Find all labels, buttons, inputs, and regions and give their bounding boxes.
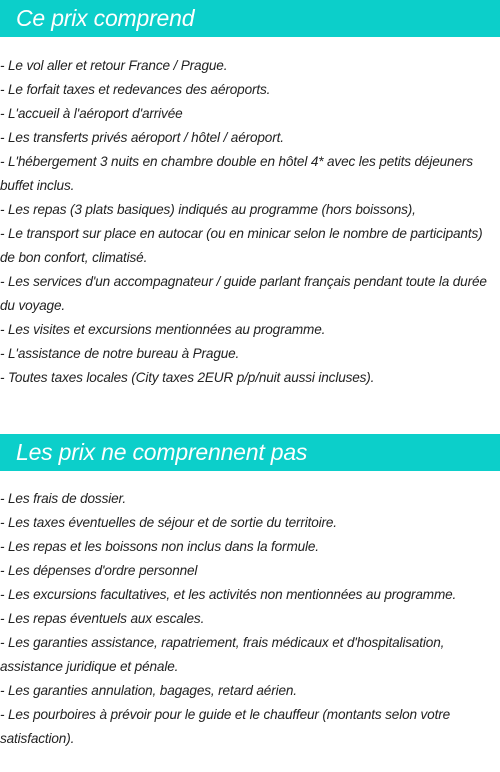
list-item: - L'hébergement 3 nuits en chambre double en hôtel 4* avec les petits déjeuners buffet inclus. — [0, 154, 473, 193]
list-item: - Les visites et excursions mentionnées au programme. — [0, 322, 326, 337]
list-item: - Le transport sur place en autocar (ou en minicar selon le nombre de participants) de bon confort, climatisé. — [0, 226, 483, 265]
list-item: - Le forfait taxes et redevances des aéroports. — [0, 82, 271, 97]
list-item: - Les repas (3 plats basiques) indiqués au programme (hors boissons), — [0, 202, 416, 217]
list-item: - Les services d'un accompagnateur / guide parlant français pendant toute la durée du voyage. — [0, 274, 487, 313]
list-item: - Les repas et les boissons non inclus dans la formule. — [0, 539, 319, 554]
included-list — [0, 54, 500, 390]
list-item: - Les garanties assistance, rapatriement, frais médicaux et d'hospitalisation, assistance juridique et pénale. — [0, 635, 445, 674]
list-item: - Les garanties annulation, bagages, retard aérien. — [0, 683, 297, 698]
not-included-title: Les prix ne comprennent pas — [16, 439, 308, 465]
list-item: - L'assistance de notre bureau à Prague. — [0, 346, 240, 361]
list-item: - Les transferts privés aéroport / hôtel / aéroport. — [0, 130, 284, 145]
list-item: - L'accueil à l'aéroport d'arrivée — [0, 106, 183, 121]
not-included-list — [0, 487, 500, 751]
included-header — [0, 0, 500, 37]
not-included-section — [0, 434, 500, 751]
list-item: - Les pourboires à prévoir pour le guide et le chauffeur (montants selon votre satisfaction). — [0, 707, 450, 746]
list-item: - Les dépenses d'ordre personnel — [0, 563, 198, 578]
list-item: - Le vol aller et retour France / Prague. — [0, 58, 228, 73]
not-included-header — [0, 434, 500, 471]
included-title: Ce prix comprend — [16, 5, 195, 31]
list-item: - Les frais de dossier. — [0, 491, 126, 506]
list-item: - Toutes taxes locales (City taxes 2EUR p/p/nuit aussi incluses). — [0, 370, 375, 385]
list-item: - Les excursions facultatives, et les activités non mentionnées au programme. — [0, 587, 457, 602]
list-item: - Les taxes éventuelles de séjour et de sortie du territoire. — [0, 515, 337, 530]
list-item: - Les repas éventuels aux escales. — [0, 611, 205, 626]
